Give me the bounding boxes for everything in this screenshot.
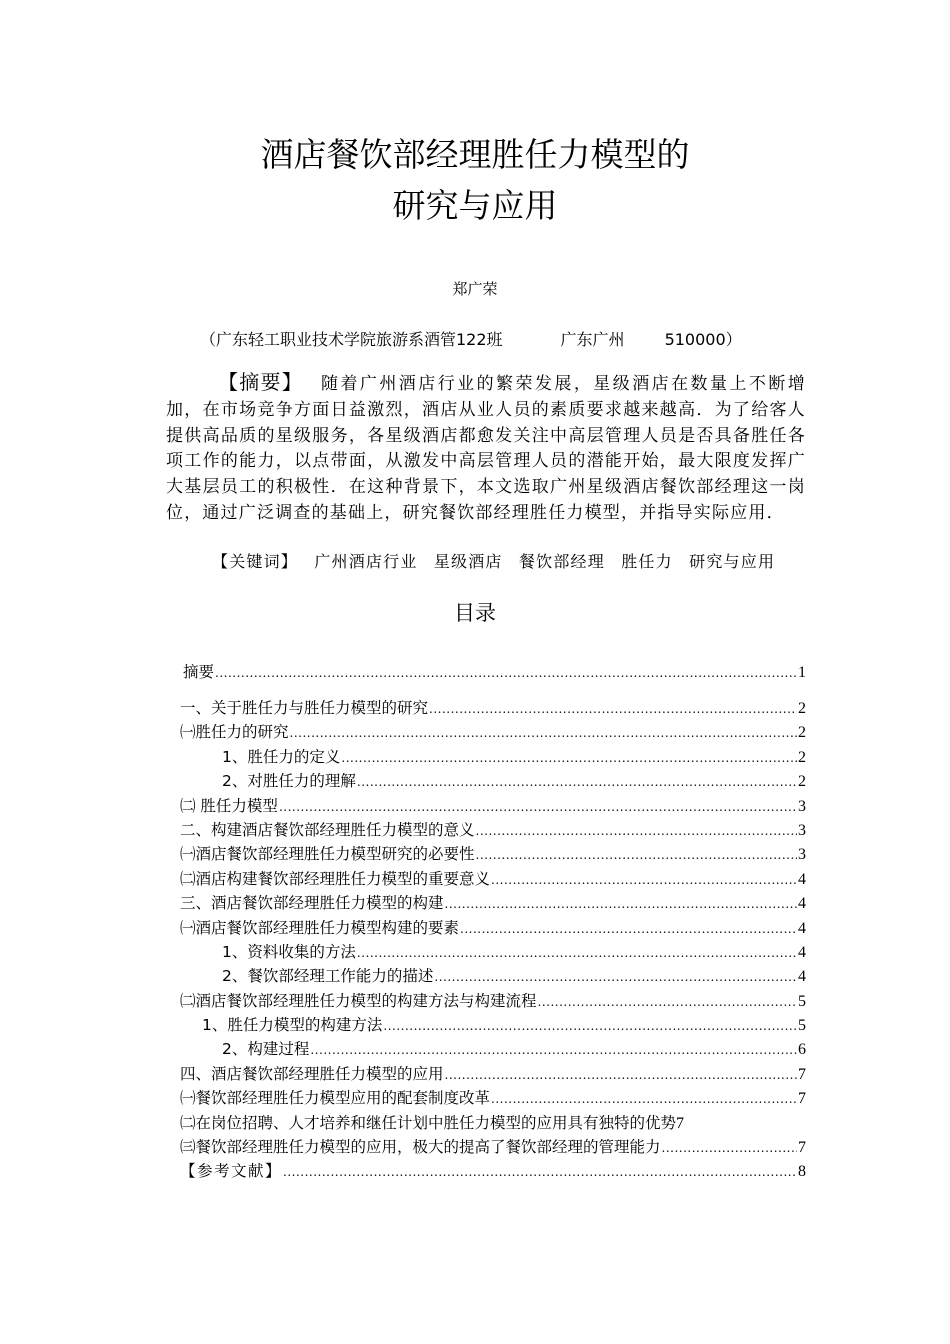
toc-entry-text: 【参考文献】 bbox=[180, 1162, 283, 1181]
toc-entry-page: 7 bbox=[676, 1114, 685, 1132]
toc-entry[interactable] bbox=[180, 1013, 806, 1037]
toc-entry[interactable] bbox=[180, 696, 806, 720]
toc-entry-text: ㈢餐饮部经理胜任力模型的应用，极大的提高了餐饮部经理的管理能力 bbox=[180, 1138, 661, 1157]
toc-entry-page: 4 bbox=[798, 870, 806, 888]
keyword-item: 胜任力 bbox=[621, 552, 673, 571]
toc-entry-page: 7 bbox=[798, 1065, 806, 1083]
toc-leader bbox=[476, 819, 797, 843]
abstract-label: 【摘要】 bbox=[218, 370, 303, 394]
toc-entry[interactable] bbox=[180, 1037, 806, 1061]
toc-entry-page: 6 bbox=[798, 1041, 806, 1059]
toc-leader bbox=[429, 697, 797, 721]
toc-entry-text: 摘要 bbox=[183, 663, 215, 681]
toc-leader bbox=[357, 941, 797, 965]
toc-entry[interactable] bbox=[180, 769, 806, 793]
toc-entry-text: 二、构建酒店餐饮部经理胜任力模型的意义 bbox=[180, 820, 475, 839]
keyword-item: 星级酒店 bbox=[433, 552, 503, 571]
toc-entry-page: 8 bbox=[798, 1163, 806, 1181]
keywords bbox=[212, 549, 812, 572]
keywords-label: 【关键词】 bbox=[212, 552, 299, 571]
document-title-line-1: 酒店餐饮部经理胜任力模型的 bbox=[260, 135, 690, 174]
toc-entry-text: 四、酒店餐饮部经理胜任力模型的应用 bbox=[180, 1064, 444, 1083]
toc-leader bbox=[341, 746, 797, 770]
toc-entry-page: 2 bbox=[798, 700, 806, 717]
toc-entry-text: ㈡在岗位招聘、人才培养和继任计划中胜任力模型的应用具有独特的优势 bbox=[180, 1113, 677, 1132]
toc-heading: 目录 bbox=[454, 601, 496, 625]
toc-entry-text: 2、对胜任力的理解 bbox=[222, 772, 356, 791]
toc-entry-page: 4 bbox=[798, 943, 806, 961]
abstract-text: 随着广州酒店行业的繁荣发展，星级酒店在数量上不断增加，在市场竞争方面日益激烈，酒店从业人员的素质要求越来越高．为了给客人提供高品质的星级服务，各星级酒店都愈发关注中高层管理人员是否具备胜任各项工作的能力，以点带面，从激发中高层管理人员的潜能开始，最大限度发挥广大基层员工的积极性．在这种背景下，本文选取广州星级酒店餐饮部经理这一岗位，通过广泛调查的基础上，研究餐饮部经理胜任力模型，并指导实际应用． bbox=[166, 374, 806, 523]
toc-entry[interactable] bbox=[180, 867, 806, 891]
toc-entry[interactable] bbox=[180, 1135, 806, 1159]
toc-leader bbox=[310, 1038, 797, 1062]
toc-entry[interactable] bbox=[180, 1159, 806, 1183]
toc-leader bbox=[357, 770, 797, 794]
toc-leader bbox=[279, 795, 797, 819]
toc-leader bbox=[476, 843, 797, 867]
toc-entry[interactable] bbox=[180, 818, 806, 842]
toc-entry[interactable] bbox=[180, 1086, 806, 1110]
toc-leader bbox=[434, 965, 797, 989]
toc-entry-text: ㈡酒店构建餐饮部经理胜任力模型的重要意义 bbox=[180, 869, 491, 888]
toc-entry-page: 3 bbox=[798, 846, 806, 864]
toc-entry[interactable] bbox=[180, 916, 806, 940]
toc-entry-page: 3 bbox=[798, 821, 806, 839]
toc-entry[interactable] bbox=[180, 794, 806, 818]
toc-entry-text: 2、餐饮部经理工作能力的描述 bbox=[222, 967, 434, 986]
toc-leader bbox=[460, 917, 797, 941]
toc-entry[interactable] bbox=[180, 989, 806, 1013]
toc-entry-text: ㈡酒店餐饮部经理胜任力模型的构建方法与构建流程 bbox=[180, 991, 537, 1010]
toc-entry-text: ㈠酒店餐饮部经理胜任力模型研究的必要性 bbox=[180, 845, 475, 864]
toc-entry-page: 7 bbox=[798, 1090, 806, 1108]
toc-entry-text: ㈠胜任力的研究 bbox=[180, 723, 289, 742]
toc-entry[interactable] bbox=[180, 660, 806, 696]
abstract bbox=[166, 370, 806, 527]
toc-entry-page: 4 bbox=[798, 919, 806, 937]
keyword-item: 广州酒店行业 bbox=[314, 552, 418, 571]
toc-entry-text: 2、构建过程 bbox=[222, 1040, 310, 1059]
affiliation-institution: （广东轻工职业技术学院旅游系酒管122班 bbox=[200, 330, 503, 349]
affiliation-place: 广东广州 bbox=[560, 330, 625, 349]
toc-entry-page: 1 bbox=[798, 664, 806, 681]
toc-leader bbox=[662, 1136, 797, 1160]
toc-entry-text: ㈠餐饮部经理胜任力模型应用的配套制度改革 bbox=[180, 1089, 491, 1108]
toc-leader bbox=[445, 1063, 797, 1087]
toc-entry-page: 2 bbox=[798, 724, 806, 742]
table-of-contents bbox=[180, 660, 806, 1184]
toc-leader bbox=[491, 1087, 797, 1111]
keyword-item: 研究与应用 bbox=[689, 552, 776, 571]
toc-leader bbox=[538, 990, 797, 1014]
toc-entry-text: 一、关于胜任力与胜任力模型的研究 bbox=[180, 699, 429, 717]
toc-entry[interactable] bbox=[180, 940, 806, 964]
toc-entry-text: ㈠酒店餐饮部经理胜任力模型构建的要素 bbox=[180, 918, 460, 937]
toc-leader bbox=[383, 1014, 797, 1038]
toc-leader bbox=[445, 892, 797, 916]
toc-entry-page: 5 bbox=[798, 992, 806, 1010]
toc-leader bbox=[215, 661, 797, 685]
affiliation-zip: 510000） bbox=[664, 330, 742, 349]
toc-entry[interactable] bbox=[180, 891, 806, 915]
toc-entry-text: ㈡ 胜任力模型 bbox=[180, 796, 278, 815]
toc-entry-text: 1、胜任力模型的构建方法 bbox=[202, 1016, 383, 1035]
toc-entry[interactable] bbox=[180, 1111, 806, 1135]
author-name: 郑广荣 bbox=[452, 280, 498, 298]
toc-leader bbox=[283, 1160, 797, 1184]
toc-entry[interactable] bbox=[180, 720, 806, 744]
toc-entry[interactable] bbox=[180, 842, 806, 866]
toc-entry-page: 4 bbox=[798, 895, 806, 913]
toc-entry[interactable] bbox=[180, 745, 806, 769]
toc-entry-text: 1、胜任力的定义 bbox=[222, 747, 341, 766]
toc-leader bbox=[491, 868, 797, 892]
toc-entry-page: 2 bbox=[798, 773, 806, 791]
toc-entry-page: 2 bbox=[798, 748, 806, 766]
toc-entry-text: 三、酒店餐饮部经理胜任力模型的构建 bbox=[180, 894, 444, 913]
toc-entry-page: 5 bbox=[798, 1017, 806, 1035]
toc-entry-text: 1、资料收集的方法 bbox=[222, 942, 356, 961]
toc-entry-page: 4 bbox=[798, 968, 806, 986]
toc-entry-page: 3 bbox=[798, 797, 806, 815]
affiliation bbox=[200, 327, 820, 350]
toc-entry[interactable] bbox=[180, 1062, 806, 1086]
keyword-item: 餐饮部经理 bbox=[518, 552, 605, 571]
document-title-line-2: 研究与应用 bbox=[392, 186, 558, 225]
toc-leader bbox=[290, 721, 797, 745]
toc-entry[interactable] bbox=[180, 964, 806, 988]
toc-entry-page: 7 bbox=[798, 1139, 806, 1157]
